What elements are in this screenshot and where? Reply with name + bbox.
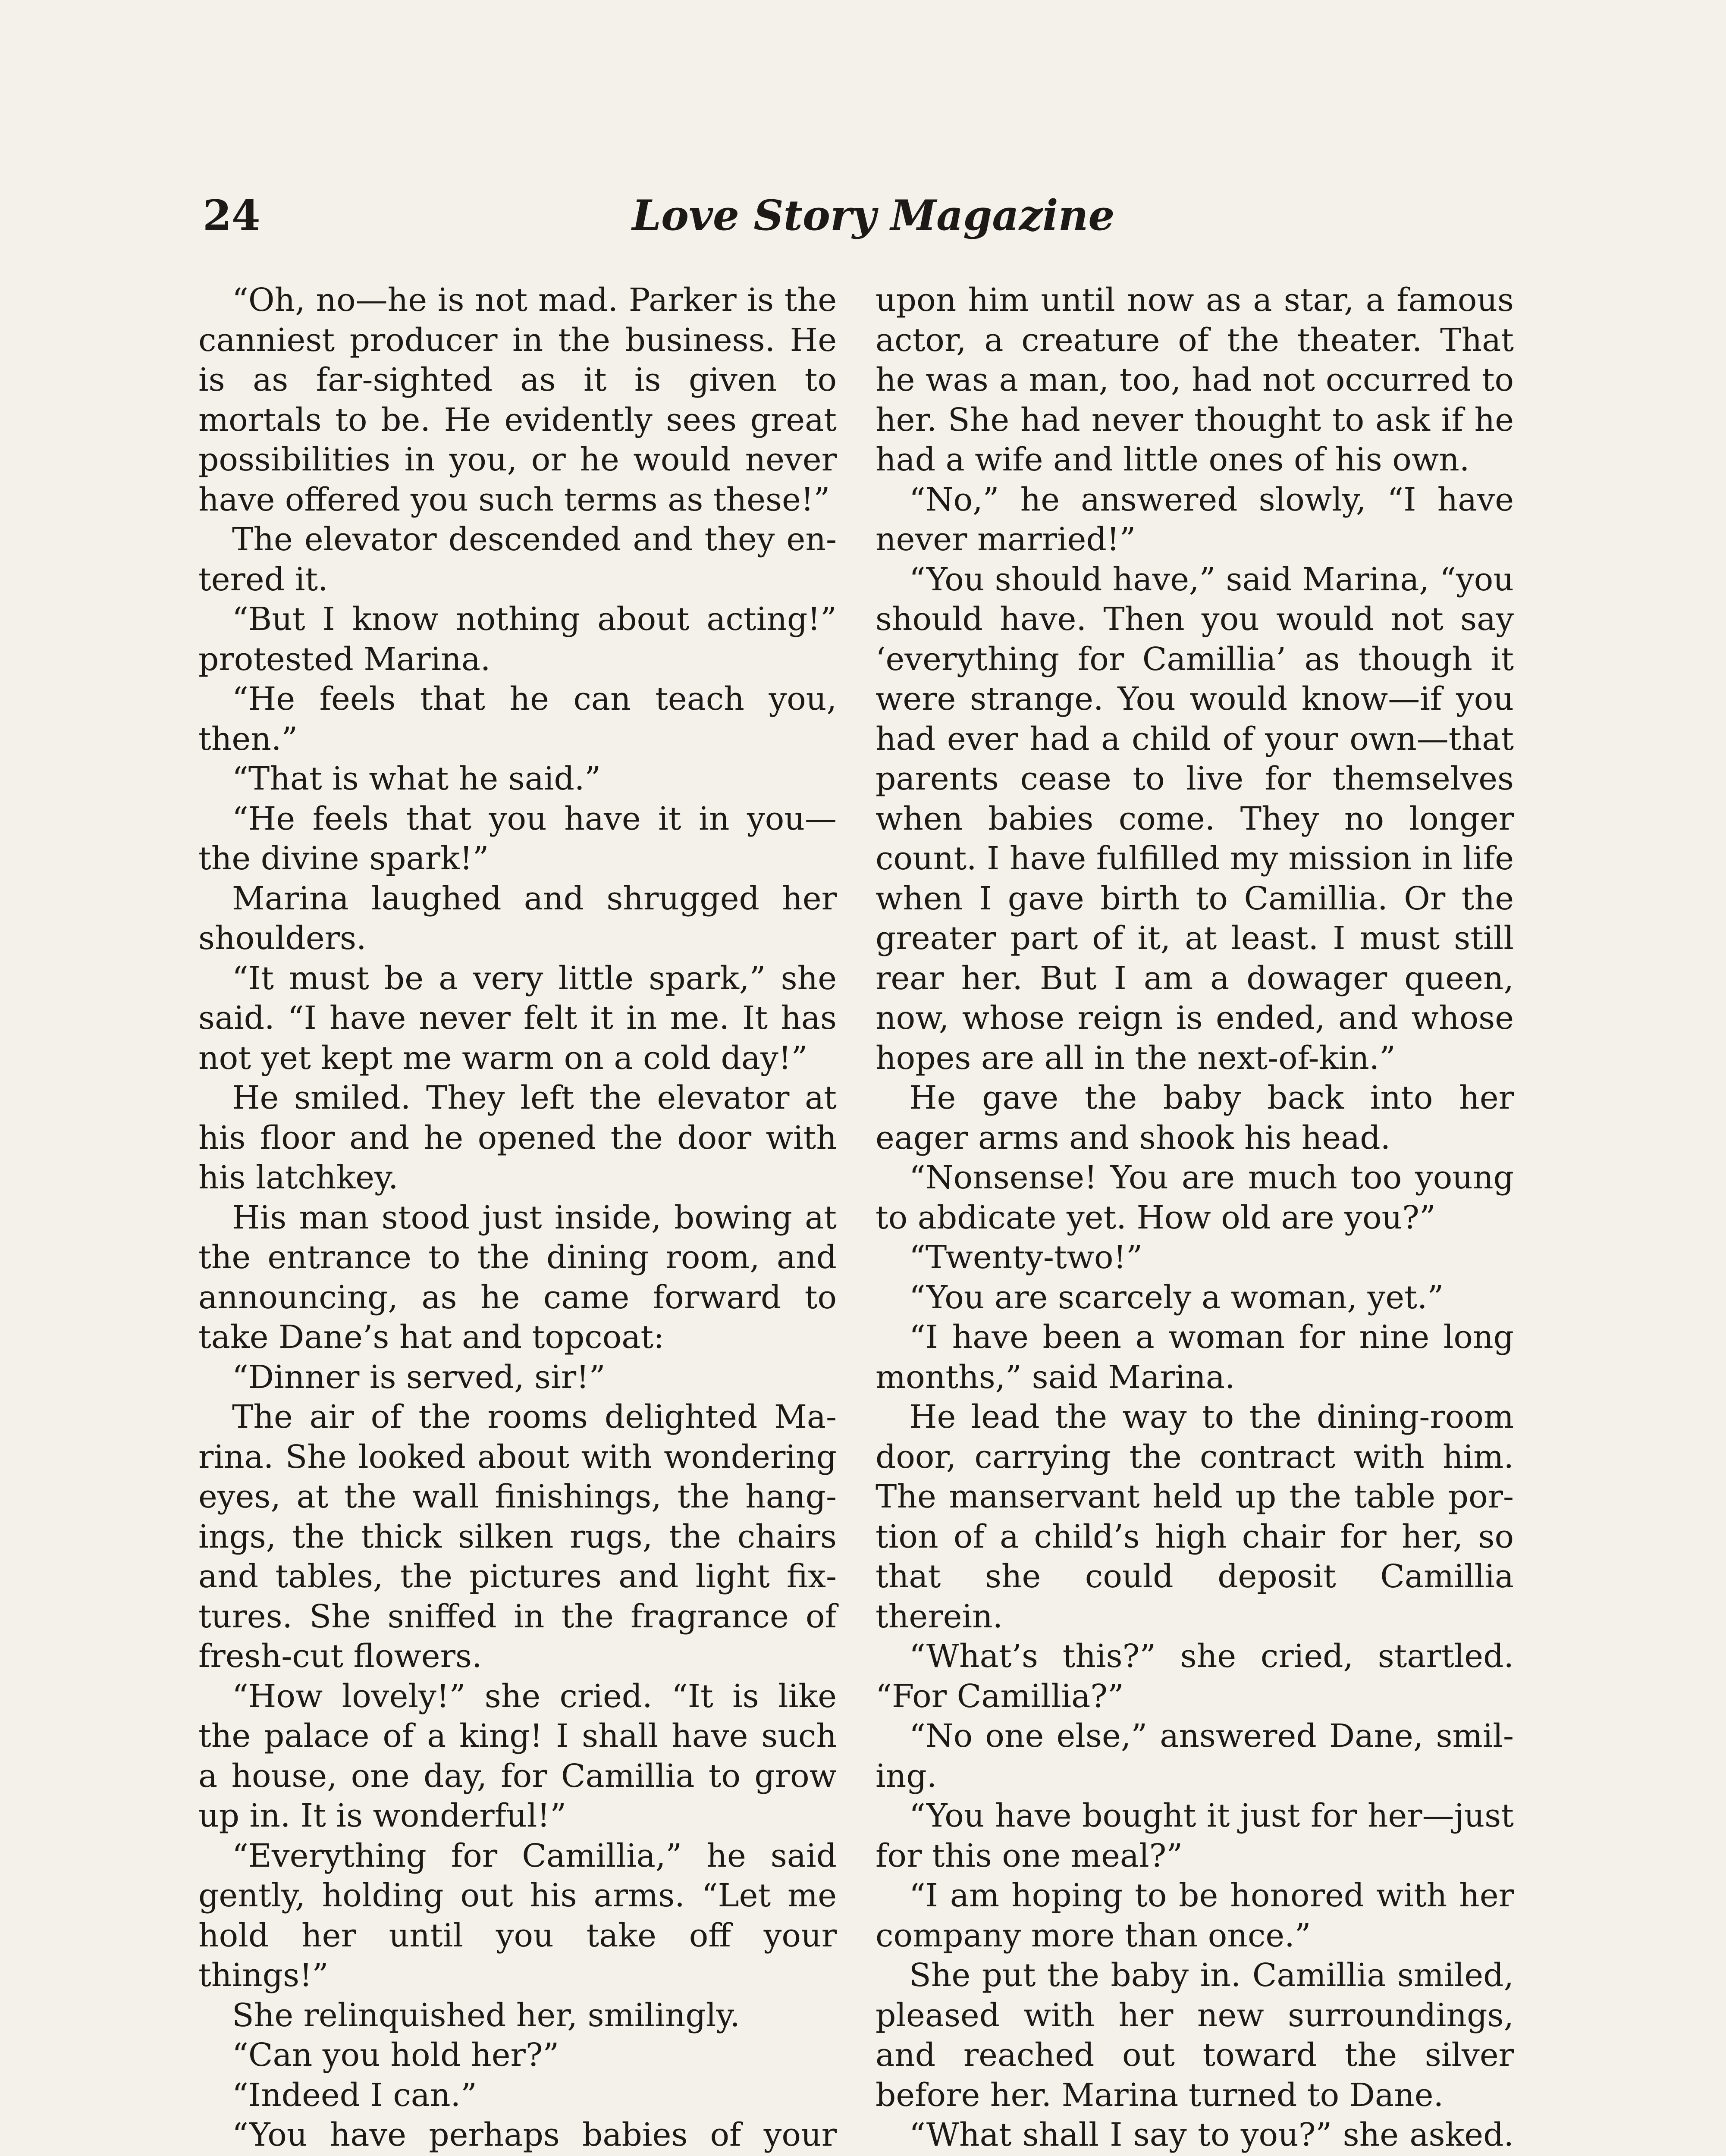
paragraph: “You have bought it just for her—just for this one meal?” — [876, 1797, 1514, 1874]
paragraph: “What’s this?” she cried, startled. “For Camillia?” — [876, 1638, 1514, 1715]
paragraph: “You have perhaps babies of your — [232, 2116, 837, 2153]
paragraph: “You are scarcely a woman, yet.” — [909, 1279, 1444, 1316]
paragraph: “How lovely!” she cried. “It is like the palace of a king! I shall have such a house, one day, for Camillia to grow up in. It is wonderful!” — [198, 1677, 837, 1834]
paragraph: “I have been a woman for nine long months,” said Marina. — [876, 1319, 1514, 1396]
paragraph: “Can you hold her?” — [232, 2037, 559, 2074]
paragraph: “I am hoping to be honored with her company more than once.” — [876, 1877, 1514, 1954]
paragraph: “Everything for Camillia,” he said gently, holding out his arms. “Let me hold her until you take off your things!” — [198, 1837, 837, 1994]
paragraph: She put the baby in. Camillia smiled, pleased with her new surroundings, and reached out toward the silver before her. Marina turned to Dane. — [876, 1957, 1514, 2114]
paragraph: He lead the way to the dining-room door, carrying the contract with him. The manservant held up the table portion of a child’s high chair for her, so that she could deposit Camillia therein. — [876, 1398, 1514, 1635]
paragraph: “He feels that he can teach you, then.” — [198, 680, 837, 758]
paragraph: “Dinner is served, sir!” — [232, 1358, 606, 1396]
paragraph: “Twenty-two!” — [909, 1239, 1143, 1276]
paragraph: The elevator descended and they entered it. — [198, 521, 837, 598]
paragraph: “No one else,” answered Dane, smiling. — [876, 1717, 1514, 1795]
paragraph: He gave the baby back into her eager arms and shook his head. — [876, 1079, 1514, 1156]
paragraph: “It must be a very little spark,” she said. “I have never felt it in me. It has not yet kept me warm on a cold day!” — [198, 959, 837, 1077]
running-title: Love Story Magazine — [632, 191, 1115, 240]
paragraph: Marina laughed and shrugged her shoulders. — [198, 880, 837, 957]
paragraph: “He feels that you have it in you—the divine spark!” — [198, 800, 837, 877]
paragraph: He smiled. They left the elevator at his floor and he opened the door with his latchkey. — [198, 1079, 837, 1196]
paragraph: “What shall I say to you?” she asked. — [909, 2116, 1514, 2153]
paragraph-continuation: upon him until now as a star, a famous actor, a creature of the theater. That he was a man, too, had not occurred to her. She had never thought to ask if he had a wife and little ones of his own. — [876, 282, 1514, 478]
paragraph: “But I know nothing about acting!” protested Marina. — [198, 601, 837, 678]
paragraph: His man stood just inside, bowing at the entrance to the dining room, and announcing, as he came forward to take Dane’s hat and topcoat: — [198, 1199, 837, 1356]
paragraph: “Indeed I can.” — [232, 2076, 477, 2114]
paragraph: She relinquished her, smilingly. — [232, 1996, 740, 2034]
paragraph: “Oh, no—he is not mad. Parker is the canniest producer in the business. He is as far-sighted as it is given to mortals to be. He evidently sees great possibilities in you, or he would never have offered you such terms as these!” — [198, 282, 837, 518]
paragraph: “You should have,” said Marina, “you should have. Then you would not say ‘everything for Camillia’ as though it were strange. You would know—if you had ever had a child of your own—that parents cease to live for themselves when babies come. They no longer count. I have fulfilled my mission in life when I gave birth to Camillia. Or the greater part of it, at least. I must still rear her. But I am a dowager queen, now, whose reign is ended, and whose hopes are all in the next-of-kin.” — [876, 561, 1514, 1077]
paragraph: The air of the rooms delighted Marina. She looked about with wondering eyes, at the wall finishings, the hangings, the thick silken rugs, the chairs and tables, the pictures and light fixtures. She sniffed in the fragrance of fresh-cut flowers. — [198, 1398, 837, 1675]
paragraph: “Nonsense! You are much too young to abdicate yet. How old are you?” — [876, 1159, 1514, 1236]
right-text-column — [876, 280, 1514, 2156]
left-text-column — [198, 280, 837, 2156]
paragraph: “No,” he answered slowly, “I have never married!” — [876, 481, 1514, 558]
page-number: 24 — [203, 191, 260, 240]
paragraph: “That is what he said.” — [232, 760, 601, 797]
